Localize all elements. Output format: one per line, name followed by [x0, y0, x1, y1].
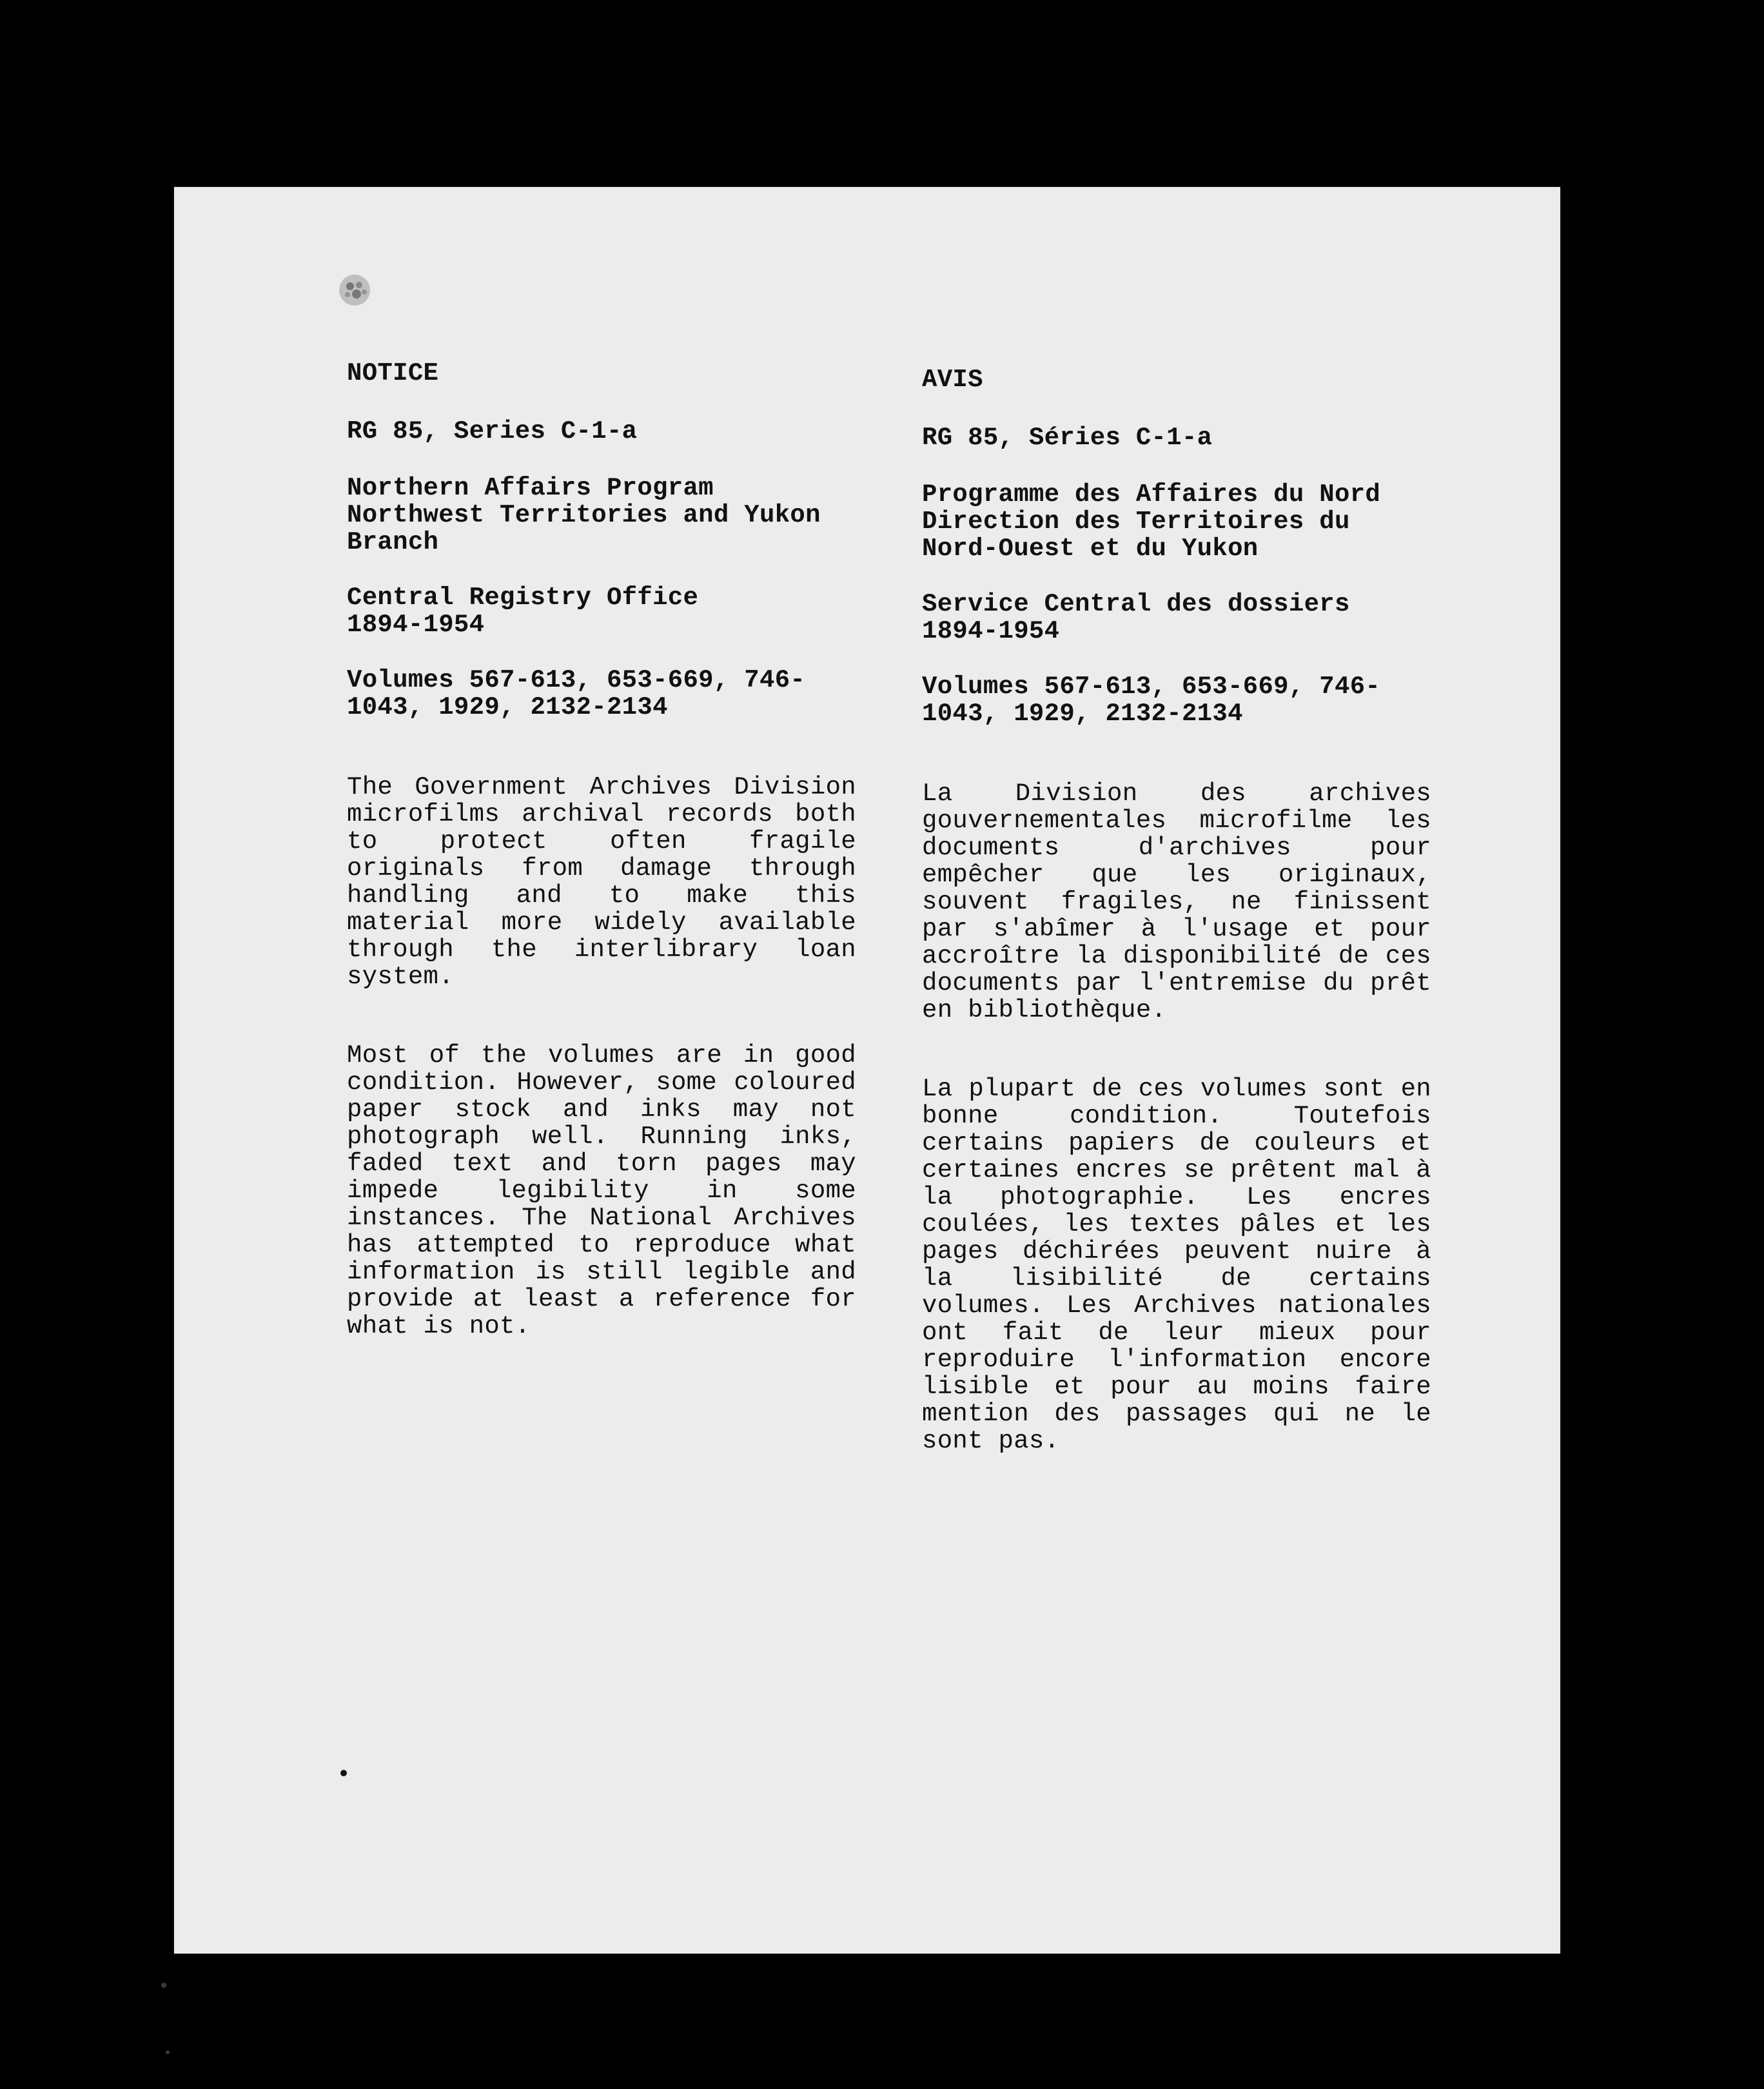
volumes-line: 1043, 1929, 2132-2134: [922, 700, 1243, 728]
volumes-block: [922, 673, 1431, 727]
volumes-line: Volumes 567-613, 653-669, 746-: [922, 672, 1381, 701]
archive-stamp-icon: [332, 271, 377, 309]
condition-paragraph: La plupart de ces volumes sont en bonne condition. Toutefois certains papiers de couleurs et certaines encres se prêtent mal à la photographie. Les encres coulées, les textes pâles et les pages déchirées peuvent nuire à la lisibilité de certains volumes. Les Archives nationales ont fait de leur mieux pour reproduire l'information encore lisible et pour au moins faire mention des passages qui ne le sont pas.: [922, 1075, 1431, 1455]
series-reference: RG 85, Séries C-1-a: [922, 424, 1213, 452]
program-line: Programme des Affaires du Nord: [922, 480, 1381, 509]
volumes-line: Volumes 567-613, 653-669, 746-: [347, 666, 806, 694]
volumes-block: [347, 667, 856, 721]
office-block: [347, 584, 856, 638]
document-page: [174, 187, 1560, 1954]
program-line: Direction des Territoires du: [922, 507, 1350, 536]
program-line: Northwest Territories and Yukon: [347, 501, 821, 529]
condition-paragraph: Most of the volumes are in good condition. However, some coloured paper stock and inks may not photograph well. Running inks, faded text and torn pages may impede legibility in some instances. The National Archives has attempted to reproduce what information is still legible and provide at least a reference for what is not.: [347, 1041, 856, 1340]
page-speck: [340, 1770, 347, 1776]
office-dates: 1894-1954: [347, 611, 485, 639]
english-column: [347, 360, 856, 1340]
avis-heading: AVIS: [922, 366, 983, 394]
program-block: [922, 481, 1431, 562]
microfilm-paragraph: The Government Archives Division microfilms archival records both to protect often fragile originals from damage through handling and to make this material more widely available through the interlibrary loan system.: [347, 773, 856, 991]
film-speck: [166, 2050, 170, 2054]
program-line: Branch: [347, 528, 439, 556]
film-speck: [161, 1983, 166, 1988]
microfilm-paragraph: La Division des archives gouvernementales microfilme les documents d'archives pour empêcher que les originaux, souvent fragiles, ne finissent par s'abîmer à l'usage et pour accroître la disponibilité de ces documents par l'entremise du prêt en bibliothèque.: [922, 780, 1431, 1025]
series-reference: RG 85, Series C-1-a: [347, 417, 638, 446]
program-line: Nord-Ouest et du Yukon: [922, 535, 1259, 563]
notice-heading: NOTICE: [347, 359, 439, 387]
french-column: [922, 366, 1431, 1455]
office-block: [922, 591, 1431, 645]
volumes-line: 1043, 1929, 2132-2134: [347, 693, 668, 721]
office-line: Service Central des dossiers: [922, 590, 1350, 618]
office-line: Central Registry Office: [347, 584, 699, 612]
program-block: [347, 475, 856, 556]
program-line: Northern Affairs Program: [347, 474, 714, 502]
office-dates: 1894-1954: [922, 617, 1060, 645]
